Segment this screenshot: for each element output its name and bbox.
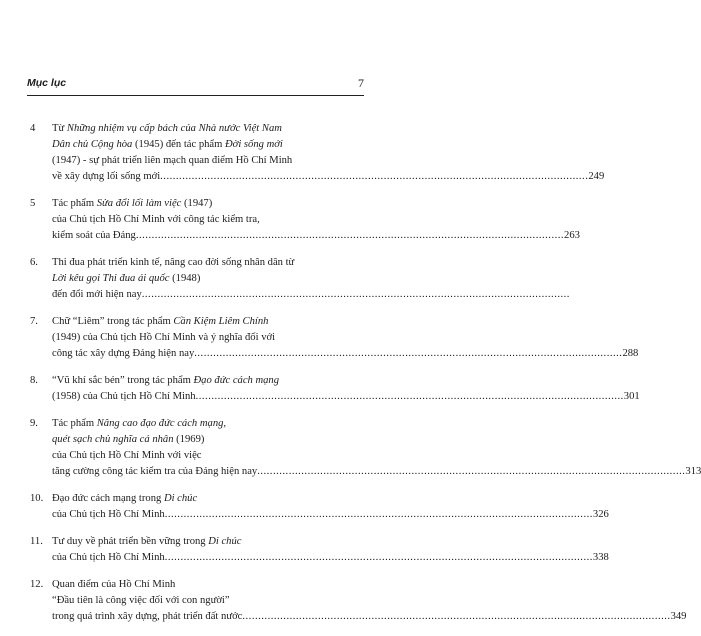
entry-title-line: Tác phẩm Nâng cao đạo đức cách mạng, <box>52 418 227 429</box>
entry-page-number: 288 <box>622 348 639 359</box>
entry-number: 11. <box>30 536 43 547</box>
dot-leader <box>242 609 670 625</box>
dot-leader <box>194 346 622 362</box>
dot-leader <box>165 550 593 566</box>
entry-title-line: Quan điểm của Hồ Chí Minh <box>52 579 176 590</box>
entry-title <box>52 314 638 362</box>
entry-number: 9. <box>30 418 38 429</box>
entry-number: 8. <box>30 375 38 386</box>
entry-title <box>52 491 609 523</box>
table-of-contents <box>30 121 701 636</box>
entry-title <box>52 416 701 480</box>
entry-page-number: 263 <box>564 230 580 241</box>
entry-title <box>52 121 604 185</box>
entry-title-line: của Chủ tịch Hồ Chí Minh với việc <box>52 450 202 461</box>
section-label: Mục lục <box>27 77 67 89</box>
entry-title-line: đến đổi mới hiện nay ..... <box>52 287 570 303</box>
toc-entry[interactable] <box>30 121 605 185</box>
dot-leader <box>165 507 593 523</box>
entry-title-line: tăng cường công tác kiểm tra của Đảng hiện nay ..... 313 <box>52 464 701 480</box>
entry-title-line: Từ Những nhiệm vụ cấp bách của Nhà nước Việt Nam <box>52 123 282 134</box>
entry-title <box>52 577 686 625</box>
entry-title-line: “Vũ khí sắc bén” trong tác phẩm Đạo đức cách mạng <box>52 375 280 386</box>
entry-title-line: (1947) - sự phát triển liên mạch quan điểm Hồ Chí Minh <box>52 155 293 166</box>
entry-title-line: Lời kêu gọi Thi đua ái quốc (1948) <box>52 273 201 284</box>
dot-leader <box>160 169 588 185</box>
entry-title-line: Tác phẩm Sửa đổi lối làm việc (1947) <box>52 198 213 209</box>
entry-title-line: Đạo đức cách mạng trong Di chúc <box>52 493 198 504</box>
entry-page-number: 326 <box>592 509 609 520</box>
toc-entry[interactable] <box>30 196 580 244</box>
entry-title-line: của Chủ tịch Hồ Chí Minh ..... 338 <box>52 550 609 566</box>
entry-title-line: Thi đua phát triển kinh tế, nâng cao đời sống nhân dân từ <box>52 257 295 268</box>
toc-entry[interactable] <box>30 534 609 566</box>
entry-title-line: (1958) của Chủ tịch Hồ Chí Minh ..... 301 <box>52 389 640 405</box>
entry-title-line: (1949) của Chủ tịch Hồ Chí Minh và ý nghĩa đối với <box>52 332 276 343</box>
entry-title-line: của Chủ tịch Hồ Chí Minh ..... 326 <box>52 507 609 523</box>
toc-entry[interactable] <box>30 491 609 523</box>
entry-title-line: Tư duy về phát triển bền vững trong Di chúc <box>52 536 242 547</box>
entry-page-number: 349 <box>670 611 687 622</box>
entry-title-line: về xây dựng lối sống mới ..... 249 <box>52 169 604 185</box>
entry-title-line: “Đầu tiên là công việc đối với con người” <box>52 595 230 606</box>
dot-leader <box>136 228 564 244</box>
page-number: 7 <box>358 76 364 90</box>
entry-title-line: của Chủ tịch Hồ Chí Minh với công tác kiểm tra, <box>52 214 260 225</box>
dot-leader <box>196 389 624 405</box>
dot-leader <box>142 287 570 303</box>
entry-title <box>52 196 580 244</box>
toc-entry[interactable] <box>30 416 701 480</box>
entry-page-number: 338 <box>592 552 609 563</box>
entry-number: 5 <box>30 198 36 209</box>
entry-page-number: 301 <box>623 391 640 402</box>
entry-page-number: 249 <box>588 171 605 182</box>
entry-title-line: Chữ “Liêm” trong tác phẩm Cần Kiệm Liêm Chính <box>52 316 269 327</box>
toc-entry[interactable] <box>30 577 687 625</box>
entry-number: 4 <box>30 123 36 134</box>
entry-number: 7. <box>30 316 38 327</box>
toc-entry[interactable] <box>30 314 639 362</box>
entry-number: 12. <box>30 579 44 590</box>
toc-entry[interactable] <box>30 373 640 405</box>
entry-number: 10. <box>30 493 44 504</box>
entry-page-number: 313 <box>685 466 701 477</box>
entry-title <box>52 534 609 566</box>
dot-leader <box>257 464 685 480</box>
toc-entry[interactable] <box>30 255 356 303</box>
entry-title-line: Dân chủ Cộng hòa (1945) đến tác phẩm Đời sống mới <box>52 139 283 150</box>
entry-title <box>52 255 570 303</box>
entry-title <box>52 373 640 405</box>
entry-title-line: quét sạch chủ nghĩa cá nhân (1969) <box>52 434 205 445</box>
entry-title-line: công tác xây dựng Đảng hiện nay ..... 288 <box>52 346 638 362</box>
entry-number: 6. <box>30 257 38 268</box>
running-header <box>27 77 364 96</box>
entry-title-line: kiểm soát của Đảng ..... 263 <box>52 228 580 244</box>
entry-title-line: trong quá trình xây dựng, phát triển đất nước ..... 349 <box>52 609 686 625</box>
